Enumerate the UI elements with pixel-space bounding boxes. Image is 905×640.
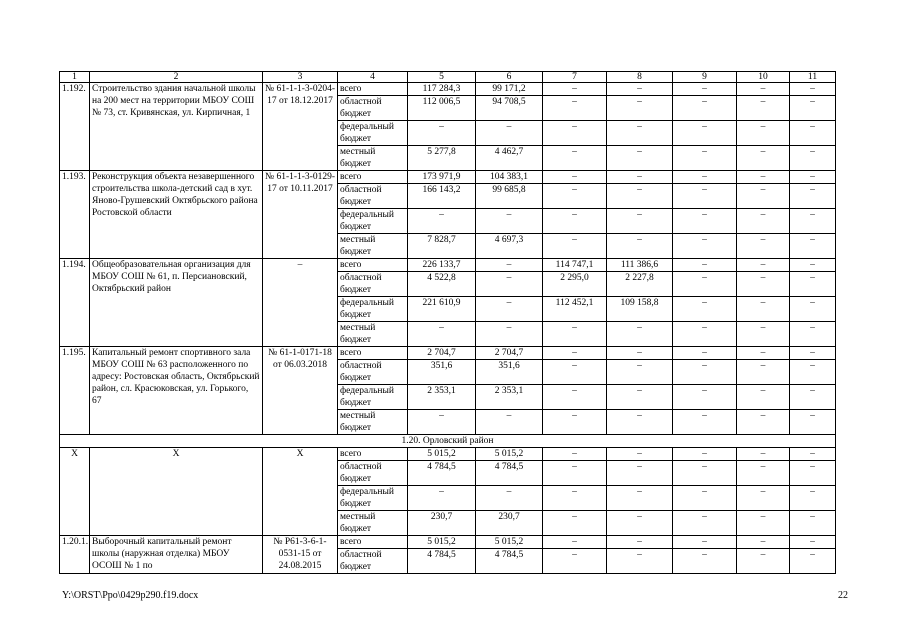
- value-cell: –: [543, 209, 607, 234]
- value-cell: –: [607, 83, 673, 96]
- value-cell: 4 462,7: [476, 146, 543, 171]
- value-cell: –: [737, 511, 790, 536]
- source-label: федеральный бюджет: [338, 297, 408, 322]
- value-cell: –: [790, 461, 836, 486]
- value-cell: 166 143,2: [408, 184, 476, 209]
- value-cell: –: [543, 96, 607, 121]
- value-cell: –: [737, 536, 790, 549]
- expertise-doc: № 61-1-1-3-0204-17 от 18.12.2017: [263, 83, 338, 171]
- value-cell: 4 784,5: [476, 549, 543, 574]
- value-cell: –: [673, 83, 737, 96]
- value-cell: –: [607, 171, 673, 184]
- value-cell: 99 171,2: [476, 83, 543, 96]
- value-cell: –: [737, 209, 790, 234]
- source-label: областной бюджет: [338, 461, 408, 486]
- value-cell: 2 227,8: [607, 272, 673, 297]
- value-cell: –: [543, 448, 607, 461]
- value-cell: –: [737, 234, 790, 259]
- value-cell: –: [737, 184, 790, 209]
- source-label: местный бюджет: [338, 511, 408, 536]
- value-cell: –: [543, 549, 607, 574]
- value-cell: 112 452,1: [543, 297, 607, 322]
- source-label: местный бюджет: [338, 146, 408, 171]
- header-row: [60, 72, 836, 83]
- value-cell: –: [607, 184, 673, 209]
- value-cell: –: [790, 234, 836, 259]
- column-header: 5: [408, 72, 476, 83]
- value-cell: –: [790, 486, 836, 511]
- value-cell: –: [607, 536, 673, 549]
- value-cell: –: [790, 184, 836, 209]
- value-cell: –: [408, 322, 476, 347]
- column-header: 9: [673, 72, 737, 83]
- value-cell: –: [737, 486, 790, 511]
- table-row: [60, 83, 836, 96]
- value-cell: –: [790, 121, 836, 146]
- table-row: [60, 536, 836, 549]
- value-cell: 5 015,2: [408, 448, 476, 461]
- source-label: всего: [338, 259, 408, 272]
- value-cell: –: [737, 297, 790, 322]
- object-name: Х: [90, 448, 263, 536]
- row-number: Х: [60, 448, 90, 536]
- value-cell: –: [607, 360, 673, 385]
- value-cell: –: [476, 209, 543, 234]
- value-cell: 109 158,8: [607, 297, 673, 322]
- source-label: областной бюджет: [338, 272, 408, 297]
- source-label: федеральный бюджет: [338, 486, 408, 511]
- source-label: федеральный бюджет: [338, 385, 408, 410]
- value-cell: –: [673, 448, 737, 461]
- value-cell: –: [476, 297, 543, 322]
- source-label: всего: [338, 171, 408, 184]
- table-row: [60, 171, 836, 184]
- column-header: 6: [476, 72, 543, 83]
- value-cell: –: [737, 549, 790, 574]
- column-header: 2: [90, 72, 263, 83]
- value-cell: –: [673, 549, 737, 574]
- value-cell: –: [543, 171, 607, 184]
- value-cell: –: [790, 511, 836, 536]
- value-cell: –: [607, 511, 673, 536]
- value-cell: –: [543, 410, 607, 435]
- value-cell: –: [673, 121, 737, 146]
- value-cell: –: [673, 297, 737, 322]
- value-cell: –: [476, 486, 543, 511]
- value-cell: 112 006,5: [408, 96, 476, 121]
- value-cell: –: [607, 461, 673, 486]
- value-cell: –: [607, 347, 673, 360]
- value-cell: –: [607, 486, 673, 511]
- value-cell: –: [737, 96, 790, 121]
- expertise-doc: № Р61-3-6-1-0531-15 от 24.08.2015: [263, 536, 338, 574]
- value-cell: 7 828,7: [408, 234, 476, 259]
- value-cell: 5 277,8: [408, 146, 476, 171]
- source-label: областной бюджет: [338, 96, 408, 121]
- source-label: всего: [338, 83, 408, 96]
- table-row: [60, 448, 836, 461]
- table-row: [60, 347, 836, 360]
- value-cell: 221 610,9: [408, 297, 476, 322]
- value-cell: 104 383,1: [476, 171, 543, 184]
- value-cell: –: [543, 385, 607, 410]
- table-body: [60, 72, 836, 574]
- value-cell: –: [790, 322, 836, 347]
- value-cell: –: [737, 259, 790, 272]
- column-header: 1: [60, 72, 90, 83]
- table-row: [60, 259, 836, 272]
- value-cell: –: [607, 121, 673, 146]
- value-cell: –: [543, 536, 607, 549]
- value-cell: –: [673, 536, 737, 549]
- expertise-doc: –: [263, 259, 338, 347]
- page-number: 22: [838, 590, 848, 601]
- value-cell: –: [673, 511, 737, 536]
- column-header: 11: [790, 72, 836, 83]
- value-cell: –: [737, 461, 790, 486]
- value-cell: –: [737, 322, 790, 347]
- value-cell: –: [737, 360, 790, 385]
- value-cell: –: [790, 360, 836, 385]
- value-cell: 4 784,5: [408, 549, 476, 574]
- object-name: Реконструкция объекта незавершенного строительства школа-детский сад в хут. Яново-Грушевский Октябрьского района Ростовской области: [90, 171, 263, 259]
- value-cell: –: [543, 360, 607, 385]
- source-label: федеральный бюджет: [338, 121, 408, 146]
- column-header: 3: [263, 72, 338, 83]
- source-label: областной бюджет: [338, 184, 408, 209]
- value-cell: –: [543, 511, 607, 536]
- value-cell: 4 697,3: [476, 234, 543, 259]
- value-cell: 351,6: [476, 360, 543, 385]
- value-cell: –: [476, 272, 543, 297]
- row-number: 1.193.: [60, 171, 90, 259]
- value-cell: –: [543, 184, 607, 209]
- value-cell: –: [737, 171, 790, 184]
- expertise-doc: Х: [263, 448, 338, 536]
- row-number: 1.20.1.: [60, 536, 90, 574]
- section-title: 1.20. Орловский район: [60, 435, 836, 448]
- value-cell: –: [543, 461, 607, 486]
- value-cell: 226 133,7: [408, 259, 476, 272]
- value-cell: –: [543, 322, 607, 347]
- value-cell: 230,7: [408, 511, 476, 536]
- value-cell: –: [790, 385, 836, 410]
- section-row: [60, 435, 836, 448]
- object-name: Капитальный ремонт спортивного зала МБОУ СОШ № 63 расположенного по адресу: Ростовская область, Октябрьский район, сл. Красюковская, ул. Горького, 67: [90, 347, 263, 435]
- column-header: 8: [607, 72, 673, 83]
- value-cell: 94 708,5: [476, 96, 543, 121]
- value-cell: –: [543, 486, 607, 511]
- value-cell: –: [476, 121, 543, 146]
- value-cell: –: [790, 259, 836, 272]
- column-header: 4: [338, 72, 408, 83]
- value-cell: –: [790, 209, 836, 234]
- value-cell: –: [408, 486, 476, 511]
- value-cell: 114 747,1: [543, 259, 607, 272]
- value-cell: 5 015,2: [476, 448, 543, 461]
- source-label: федеральный бюджет: [338, 209, 408, 234]
- row-number: 1.194.: [60, 259, 90, 347]
- value-cell: –: [673, 272, 737, 297]
- value-cell: –: [673, 486, 737, 511]
- value-cell: –: [790, 536, 836, 549]
- value-cell: –: [607, 448, 673, 461]
- row-number: 1.192.: [60, 83, 90, 171]
- file-path: Y:\ORST\Ppo\0429p290.f19.docx: [62, 590, 199, 601]
- value-cell: –: [673, 209, 737, 234]
- value-cell: –: [737, 410, 790, 435]
- value-cell: –: [673, 259, 737, 272]
- source-label: всего: [338, 448, 408, 461]
- column-header: 7: [543, 72, 607, 83]
- value-cell: 4 784,5: [476, 461, 543, 486]
- value-cell: 99 685,8: [476, 184, 543, 209]
- value-cell: 230,7: [476, 511, 543, 536]
- value-cell: –: [673, 171, 737, 184]
- value-cell: –: [790, 410, 836, 435]
- source-label: местный бюджет: [338, 234, 408, 259]
- value-cell: –: [737, 272, 790, 297]
- value-cell: –: [673, 461, 737, 486]
- value-cell: –: [607, 322, 673, 347]
- value-cell: 117 284,3: [408, 83, 476, 96]
- value-cell: –: [737, 146, 790, 171]
- value-cell: –: [408, 410, 476, 435]
- value-cell: 351,6: [408, 360, 476, 385]
- value-cell: –: [673, 146, 737, 171]
- value-cell: –: [737, 121, 790, 146]
- value-cell: 2 353,1: [476, 385, 543, 410]
- source-label: местный бюджет: [338, 410, 408, 435]
- value-cell: –: [790, 347, 836, 360]
- expertise-doc: № 61-1-0171-18 от 06.03.2018: [263, 347, 338, 435]
- value-cell: 2 704,7: [408, 347, 476, 360]
- value-cell: –: [673, 410, 737, 435]
- value-cell: –: [790, 146, 836, 171]
- source-label: областной бюджет: [338, 549, 408, 574]
- value-cell: –: [408, 121, 476, 146]
- column-header: 10: [737, 72, 790, 83]
- value-cell: –: [737, 385, 790, 410]
- value-cell: –: [737, 83, 790, 96]
- value-cell: –: [408, 209, 476, 234]
- row-number: 1.195.: [60, 347, 90, 435]
- object-name: Выборочный капитальный ремонт школы (наружная отделка) МБОУ ОСОШ № 1 по: [90, 536, 263, 574]
- value-cell: –: [607, 96, 673, 121]
- value-cell: –: [673, 347, 737, 360]
- value-cell: –: [790, 297, 836, 322]
- value-cell: 2 295,0: [543, 272, 607, 297]
- source-label: всего: [338, 347, 408, 360]
- value-cell: 5 015,2: [476, 536, 543, 549]
- source-label: областной бюджет: [338, 360, 408, 385]
- value-cell: –: [607, 549, 673, 574]
- value-cell: 111 386,6: [607, 259, 673, 272]
- object-name: Общеобразовательная организация для МБОУ СОШ № 61, п. Персиановский, Октябрьский район: [90, 259, 263, 347]
- value-cell: 4 784,5: [408, 461, 476, 486]
- value-cell: –: [476, 322, 543, 347]
- value-cell: –: [673, 96, 737, 121]
- value-cell: –: [673, 184, 737, 209]
- value-cell: –: [543, 347, 607, 360]
- source-label: местный бюджет: [338, 322, 408, 347]
- value-cell: –: [543, 234, 607, 259]
- value-cell: –: [673, 234, 737, 259]
- value-cell: 173 971,9: [408, 171, 476, 184]
- value-cell: 2 353,1: [408, 385, 476, 410]
- value-cell: –: [543, 83, 607, 96]
- value-cell: 5 015,2: [408, 536, 476, 549]
- value-cell: –: [607, 410, 673, 435]
- value-cell: –: [790, 549, 836, 574]
- value-cell: –: [790, 448, 836, 461]
- value-cell: –: [476, 410, 543, 435]
- expertise-doc: № 61-1-1-3-0129-17 от 10.11.2017: [263, 171, 338, 259]
- value-cell: –: [673, 322, 737, 347]
- budget-table: [59, 71, 836, 574]
- value-cell: –: [790, 272, 836, 297]
- value-cell: –: [790, 96, 836, 121]
- value-cell: –: [476, 259, 543, 272]
- value-cell: 4 522,8: [408, 272, 476, 297]
- value-cell: –: [607, 209, 673, 234]
- value-cell: –: [607, 234, 673, 259]
- value-cell: –: [673, 385, 737, 410]
- value-cell: 2 704,7: [476, 347, 543, 360]
- value-cell: –: [790, 83, 836, 96]
- value-cell: –: [790, 171, 836, 184]
- value-cell: –: [673, 360, 737, 385]
- value-cell: –: [737, 347, 790, 360]
- value-cell: –: [737, 448, 790, 461]
- value-cell: –: [607, 146, 673, 171]
- value-cell: –: [543, 121, 607, 146]
- value-cell: –: [607, 385, 673, 410]
- value-cell: –: [543, 146, 607, 171]
- object-name: Строительство здания начальной школы на 200 мест на территории МБОУ СОШ № 73, ст. Кривянская, ул. Кирпичная, 1: [90, 83, 263, 171]
- source-label: всего: [338, 536, 408, 549]
